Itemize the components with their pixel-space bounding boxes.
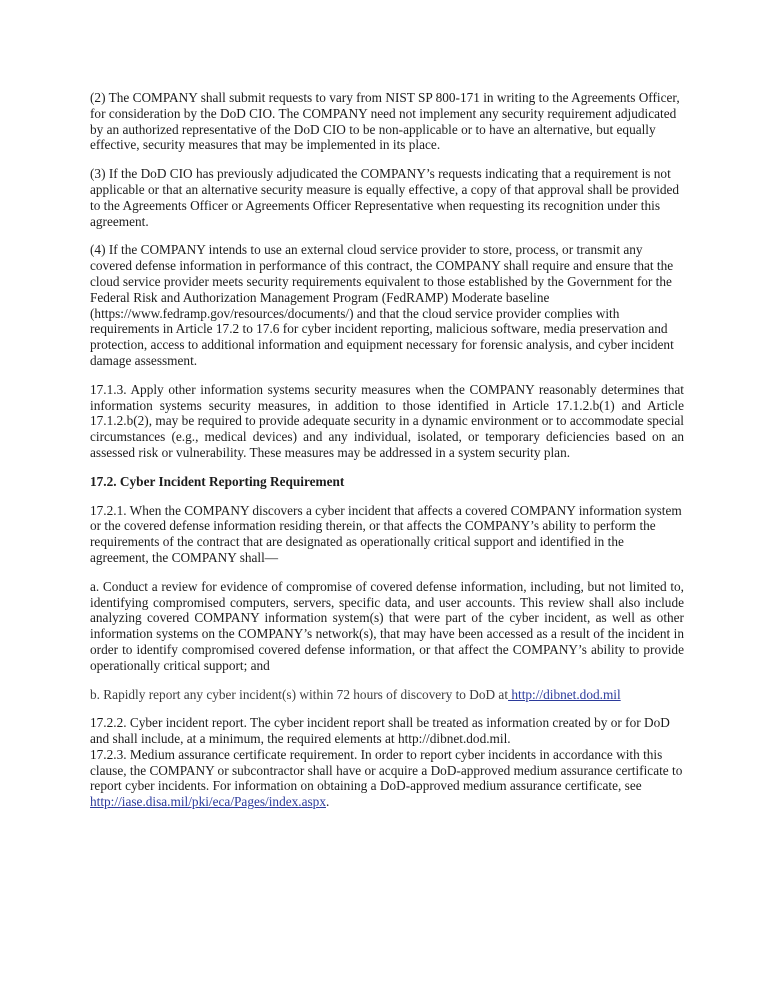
paragraph-17-2-3 xyxy=(90,747,684,810)
section-heading-17-2: 17.2. Cyber Incident Reporting Requirement xyxy=(90,473,345,489)
paragraph-2: (2) The COMPANY shall submit requests to vary from NIST SP 800-171 in writing to the Agreements Officer, for consideration by the DoD CIO. The COMPANY need not implement any security requirement adjudicated by an authorized representative of the DoD CIO to be non-applicable or to have an alternative, but equally effective, security measures that may be implemented in its place. xyxy=(90,90,680,153)
paragraph-b xyxy=(90,687,684,703)
iase-disa-link[interactable]: http://iase.disa.mil/pki/eca/Pages/index.aspx xyxy=(90,794,326,810)
paragraph-17-1-3: 17.1.3. Apply other information systems security measures when the COMPANY reasonably determines that information systems security measures, in addition to those identified in Article 17.1.2.b(1) and Article 17.1.2.b(2), may be required to provide adequate security in a dynamic environment or to accommodate special circumstances (e.g., medical devices) and any individual, isolated, or temporary deficiencies based on an assessed risk or vulnerability. These measures may be addressed in a system security plan. xyxy=(90,381,684,460)
paragraph-17-2-2: 17.2.2. Cyber incident report. The cyber incident report shall be treated as information created by or for DoD and shall include, at a minimum, the required elements at http://dibnet.dod.mil. xyxy=(90,715,670,747)
paragraph-4: (4) If the COMPANY intends to use an external cloud service provider to store, process, or transmit any covered defense information in performance of this contract, the COMPANY shall require and ensure that the cloud service provider meets security requirements equivalent to those established by the Government for the Federal Risk and Authorization Management Program (FedRAMP) Moderate baseline (https://www.fedramp.gov/resources/documents/) and that the cloud service provider complies with requirements in Article 17.2 to 17.6 for cyber incident reporting, malicious software, media preservation and protection, access to additional information and equipment necessary for forensic analysis, and cyber incident damage assessment. xyxy=(90,242,674,368)
paragraph-17-2-1: 17.2.1. When the COMPANY discovers a cyber incident that affects a covered COMPANY information system or the covered defense information residing therein, or that affects the COMPANY’s ability to perform the requirements of the contract that are designated as operationally critical support and identified in the agreement, the COMPANY shall— xyxy=(90,502,682,565)
paragraph-a: a. Conduct a review for evidence of compromise of covered defense information, including, but not limited to, identifying compromised computers, servers, specific data, and user accounts. This review shall also include analyzing covered COMPANY information system(s) that were part of the cyber incident, as well as other information systems on the COMPANY’s network(s), that may have been accessed as a result of the incident in order to identify compromised covered defense information, or that affect the COMPANY’s ability to provide operationally critical support; and xyxy=(90,578,684,673)
dibnet-link[interactable]: http://dibnet.dod.mil xyxy=(508,686,621,702)
document-content xyxy=(90,90,684,810)
paragraph-b-text: b. Rapidly report any cyber incident(s) within 72 hours of discovery to DoD at xyxy=(90,686,509,702)
paragraph-17-2-3-text: 17.2.3. Medium assurance certificate requirement. In order to report cyber incidents in accordance with this clause, the COMPANY or subcontractor shall have or acquire a DoD-approved medium assurance certificate to report cyber incidents. For information on obtaining a DoD-approved medium assurance certificate, see xyxy=(90,746,683,794)
paragraph-3: (3) If the DoD CIO has previously adjudicated the COMPANY’s requests indicating that a requirement is not applicable or that an alternative security measure is equally effective, a copy of that approval shall be provided to the Agreements Officer or Agreements Officer Representative when requesting its recognition under this agreement. xyxy=(90,166,680,229)
paragraph-17-2-3-period: . xyxy=(325,794,330,810)
paragraph-group-17-2-2-3 xyxy=(90,715,684,810)
